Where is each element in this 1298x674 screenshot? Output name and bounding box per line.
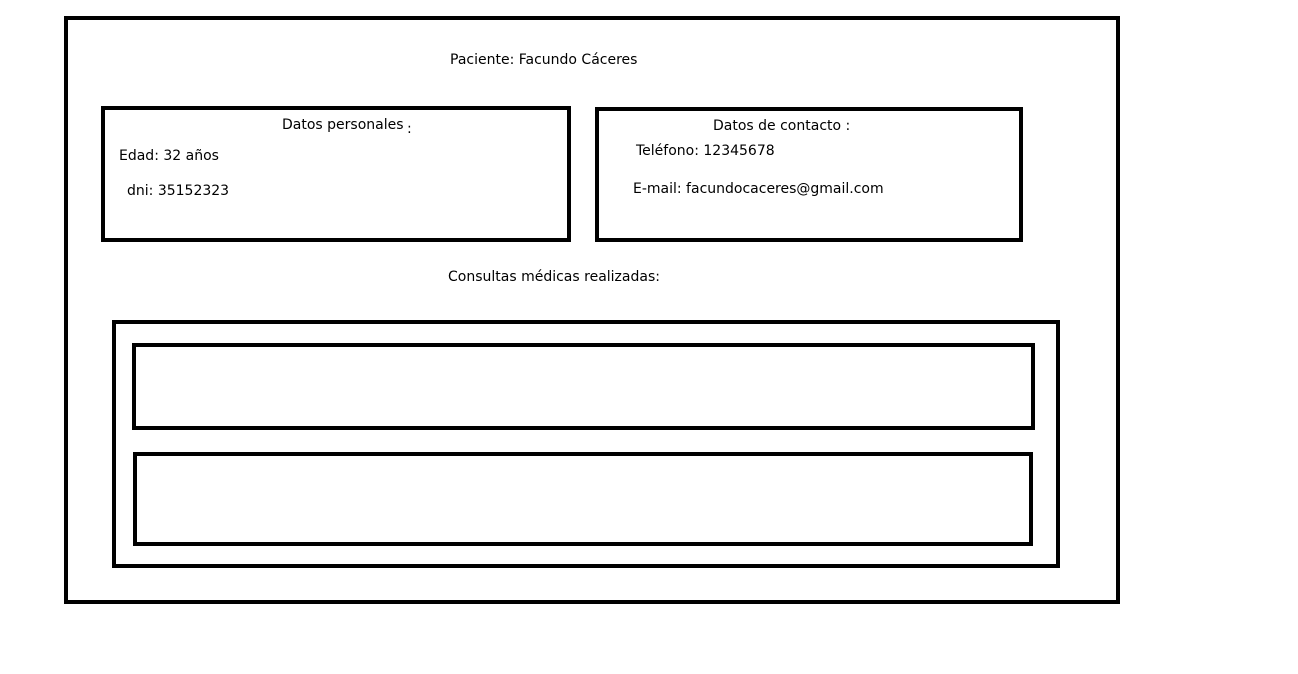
dni-value: dni: 35152323 [127, 183, 230, 199]
patient-title: Paciente: Facundo Cáceres [450, 52, 638, 68]
age-value: Edad: 32 años [119, 148, 219, 164]
email-value: E-mail: facundocaceres@gmail.com [633, 181, 884, 197]
contact-data-heading: Datos de contacto : [713, 118, 851, 134]
consultation-item[interactable] [133, 452, 1033, 546]
consultation-item[interactable] [132, 343, 1035, 430]
personal-data-heading: Datos personales [282, 117, 404, 133]
consultations-heading: Consultas médicas realizadas: [448, 269, 660, 285]
personal-data-heading-colon: : [407, 121, 412, 137]
phone-value: Teléfono: 12345678 [636, 143, 775, 159]
